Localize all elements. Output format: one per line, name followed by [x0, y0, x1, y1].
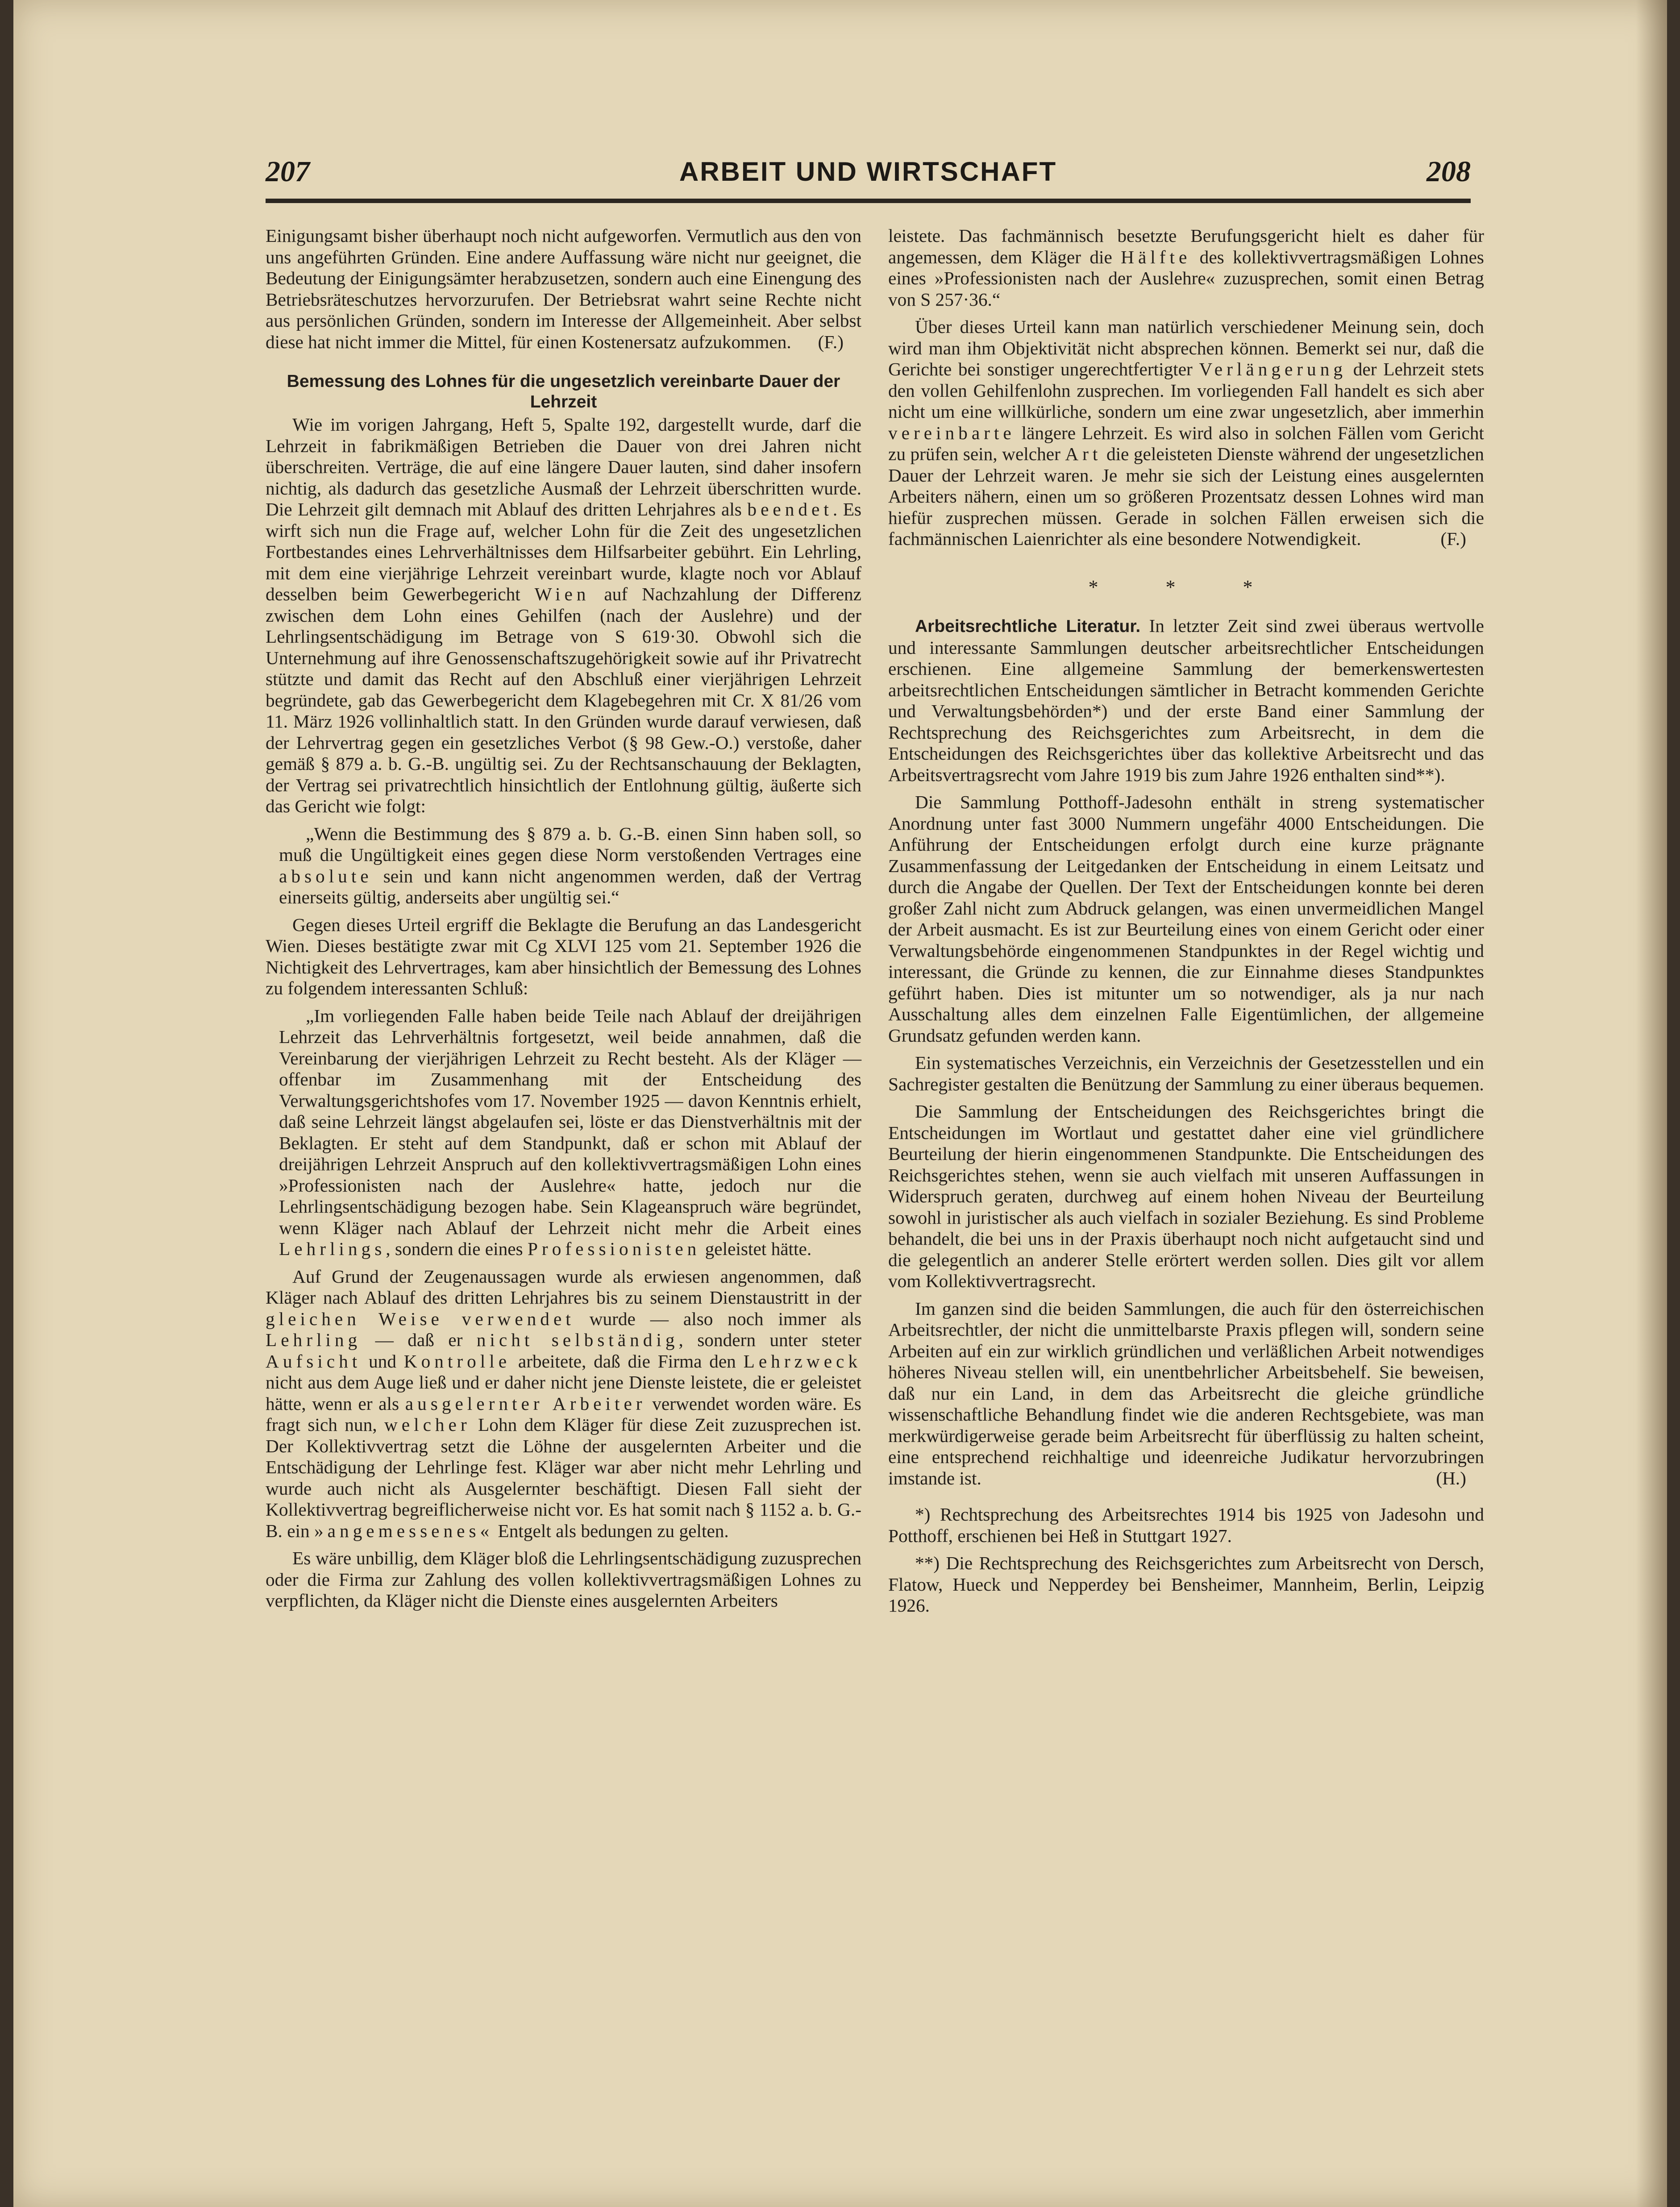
text: leistete. Das fachmännisch besetzte Berufungsgericht hielt es daher für angemessen, dem Kläger die: [888, 225, 1484, 267]
spaced-emphasis: Verlängerung: [1199, 359, 1347, 379]
left-column: [266, 225, 861, 1612]
text: Es wäre unbillig, dem Kläger bloß die Lehrlingsentschädigung zuzusprechen oder die Firma zur Zahlung des vollen kollektivvertragsmäßigen Lohnes zu verpflichten, da Kläger nicht die Dienste eines ausgelernten Arbeiters: [266, 1548, 861, 1611]
text: . Es wirft sich nun die Frage auf, welcher Lohn für die Zeit des ungesetzlichen Fortbestandes eines Lehrverhältnisses dem Hilfsarbeiter gebührt. Ein Lehrling, mit dem eine vierjährige Lehrzeit vereinbart wurde, klagte noch vor Ablauf desselben beim Gewerbegericht: [266, 499, 861, 604]
section-lead-heading: Arbeitsrechtliche Literatur.: [915, 617, 1141, 636]
paragraph: [266, 1266, 861, 1542]
text: Auf Grund der Zeugenaussagen wurde als erwiesen angenommen, daß Kläger nach Ablauf des dritten Lehrjahres bis zu seinem Dienstaustritt in der: [266, 1266, 861, 1308]
footnotes: [888, 1504, 1484, 1617]
author-initial: (F.): [1440, 528, 1466, 549]
page-number-right: 208: [1426, 155, 1471, 188]
author-initial: (H.): [1436, 1467, 1466, 1488]
spaced-emphasis: Hälfte: [1121, 246, 1191, 267]
text: verwendet worden wäre. Es fragt sich nun,: [266, 1393, 862, 1435]
spaced-emphasis: Professionisten: [527, 1239, 701, 1259]
page-scan: [13, 0, 1667, 2207]
footnote: *) Rechtsprechung des Arbeitsrechtes 1914 bis 1925 von Jadesohn und Potthoff, erschienen bei Heß in Stuttgart 1927.: [888, 1504, 1484, 1546]
court-quote: [266, 823, 861, 908]
article-headline: Bemessung des Lohnes für die ungesetzlich vereinbarte Dauer der Lehrzeit: [287, 372, 840, 411]
text: Ein systematisches Verzeichnis, ein Verzeichnis der Gesetzesstellen und ein Sachregister gestalten die Benützung der Sammlung zu einer überaus bequemen.: [888, 1052, 1484, 1094]
text: „Wenn die Bestimmung des § 879 a. b. G.-B. einen Sinn haben soll, so muß die Ungültigkeit eines gegen diese Norm verstoßenden Vertrages eine: [279, 823, 861, 865]
paragraph: [888, 1298, 1484, 1489]
spaced-emphasis: ausgelernter Arbeiter: [405, 1393, 646, 1414]
spaced-emphasis: Lehrlings: [279, 1239, 386, 1259]
spaced-emphasis: Wien: [534, 584, 590, 604]
spaced-emphasis: welcher: [384, 1414, 471, 1435]
text: — daß er: [375, 1330, 463, 1350]
spaced-emphasis: nicht selbständig: [476, 1330, 679, 1350]
text: Wie im vorigen Jahrgang, Heft 5, Spalte 192, dargestellt wurde, darf die Lehrzeit in fabrikmäßigen Betrieben die Dauer von drei Jahren nicht überschreiten. Verträge, die auf eine längere Dauer lauten, sind daher insofern nichtig, als dadurch das gesetzliche Ausmaß der Lehrzeit überschritten wurde. Die Lehrzeit gilt demnach mit Ablauf des dritten Lehrjahres als: [266, 414, 861, 520]
text: sein und kann nicht angenommen werden, daß der Vertrag einerseits gültig, anderseits aber ungültig sei.“: [279, 865, 862, 907]
paragraph: [266, 1548, 861, 1612]
text: Die Sammlung der Entscheidungen des Reichsgerichtes bringt die Entscheidungen im Wortlaut und gestattet daher eine viel gründlichere Beurteilung der hierin eingenommenen Standpunkte. Die Entscheidungen des Reichsgerichtes stehen, wenn sie auch vielfach mit unseren Auffassungen in Widerspruch geraten, durchweg auf einem hohen Niveau der Beurteilung sowohl in juristischer als auch vielfach in sozialer Beziehung. Es sind Probleme behandelt, die bei uns in der Praxis überhaupt noch nicht aufgetaucht sind und die gelegentlich an anderer Stelle erörtert werden sollen. Dies gilt vor allem vom Kollektivvertragsrecht.: [888, 1101, 1484, 1291]
section-divider-asterisks: * * *: [1088, 576, 1284, 598]
paragraph: [888, 1101, 1484, 1292]
paragraph: [888, 1052, 1484, 1095]
spaced-emphasis: vereinbarte: [888, 422, 1015, 443]
paragraph: [266, 414, 861, 817]
text: Über dieses Urteil kann man natürlich verschiedener Meinung sein, doch wird man ihm Objektivität nicht absprechen können. Bemerkt sei nur, daß die Gerichte bei sonstiger ungerechtfertigter: [888, 316, 1484, 379]
text: auf Nachzahlung der Differenz zwischen dem Lohn eines Gehilfen (nach der Auslehre) und der Lehrlingsentschädigung im Betrage von S 619·30. Obwohl sich die Unternehmung auf ihre Genossenschaftszugehörigkeit sowie auf ihr Privatrecht stützte und damit das Recht auf den Abschluß einer vierjährigen Lehrzeit begründete, gab das Gewerbegericht dem Klagebegehren mit Cr. X 81/26 vom 11. März 1926 vollinhaltlich statt. In den Gründen wurde darauf verwiesen, daß der Lehrvertrag gegen ein gesetzliches Verbot (§ 98 Gew.-O.) verstoße, daher gemäß § 879 a. b. G.-B. ungültig sei. Zu der Rechtsanschauung der Beklagten, der Vertrag sei privatrechtlich hinsichtlich der Entlohnung gültig, äußerte sich das Gericht wie folgt:: [266, 584, 862, 816]
text: des kollektivvertragsmäßigen Lohnes eines »Professionisten nach der Auslehre« zuzusprechen, somit einen Betrag von S 257·36.“: [888, 246, 1484, 310]
text: Entgelt als bedungen zu gelten.: [498, 1520, 729, 1541]
text: Lohn dem Kläger für diese Zeit zuzusprechen ist. Der Kollektivvertrag setzt die Löhne der ausgelernten Arbeiter und die Entschädigung der Lehrlinge fest. Kläger war aber nicht mehr Lehrling und wurde auch nicht als Ausgelernter beschäftigt. Diesen Fall sieht der Kollektivvertrag begreiflicherweise nicht vor. Es hat somit nach § 1152 a. b. G.-B. ein: [266, 1414, 862, 1541]
text: arbeitete, daß die Firma den: [518, 1351, 736, 1372]
text: Die Sammlung Potthoff-Jadesohn enthält in streng systematischer Anordnung unter fast 3000 Nummern ungefähr 4000 Entscheidungen. Die Anführung der Entscheidungen erfolgt durch eine kurze prägnante Zusammenfassung der Leitgedanken der Entscheidung in einem Leitsatz und durch die Angabe der Quellen. Der Text der Entscheidungen konnte bei deren großer Zahl nicht zum Abdruck gelangen, was einen unvermeidlichen Mangel der Arbeit ausmacht. Es ist zur Beurteilung eines von einem Gericht oder einer Verwaltungsbehörde eingenommenen Standpunktes in der Regel wichtig und interessant, die Gründe zu kennen, die zur Einnahme dieses Standpunktes geführt haben. Dies ist mitunter um so notwendiger, als ja nur nach Ausschaltung alles dem einzelnen Falle Eigentümlichen, der allgemeine Grundsatz gefunden werden kann.: [888, 792, 1484, 1046]
spaced-emphasis: gleichen Weise verwendet: [266, 1308, 575, 1329]
paragraph: [888, 225, 1484, 310]
page-header: [266, 150, 1471, 203]
text: , sondern unter steter: [678, 1330, 862, 1350]
running-title: ARBEIT UND WIRTSCHAFT: [679, 157, 1057, 187]
spaced-emphasis: Lehrling: [266, 1330, 362, 1350]
paragraph: [888, 792, 1484, 1046]
text: „Im vorliegenden Falle haben beide Teile nach Ablauf der dreijährigen Lehrzeit das Lehrverhältnis fortgesetzt, weil beide annahmen, daß die Vereinbarung der vierjährigen Lehrzeit zu Recht besteht. Als der Kläger — offenbar im Zusammenhang mit der Entscheidung des Verwaltungsgerichtshofes vom 17. November 1925 — davon Kenntnis erhielt, daß seine Lehrzeit längst abgelaufen sei, löste er das Dienstverhältnis mit der Beklagten. Er steht auf dem Standpunkt, daß er schon mit Ablauf der dreijährigen Lehrzeit Anspruch auf den kollektivvertragsmäßigen Lohn eines »Professionisten nach der Auslehre« hatte, jedoch nur die Lehrlingsentschädigung bezogen habe. Sein Klageanspruch wäre begründet, wenn Kläger nach Ablauf der Lehrzeit nicht mehr die Arbeit eines: [279, 1005, 861, 1238]
spaced-emphasis: Kontrolle: [403, 1351, 511, 1372]
footnote: **) Die Rechtsprechung des Reichsgerichtes zum Arbeitsrecht von Dersch, Flatow, Hueck und Nepperdey bei Bensheimer, Mannheim, Berlin, Leipzig 1926.: [888, 1553, 1484, 1616]
text: die geleisteten Dienste während der ungesetzlichen Dauer der Lehrzeit waren. Je mehr sie sich der Leistung eines ausgelernten Arbeiters nähern, einen um so größeren Prozentsatz dessen Lohnes wird man hiefür zusprechen müssen. Gerade in solchen Fällen erweisen sich die fachmännischen Laienrichter als eine besondere Notwendigkeit.: [888, 444, 1484, 549]
page-number-left: 207: [266, 155, 310, 188]
text: nicht aus dem Auge ließ und er daher nicht jene Dienste leistete, die er geleistet hätte, wenn er als: [266, 1372, 861, 1414]
paragraph: [888, 316, 1484, 550]
text: und: [369, 1351, 396, 1372]
paragraph-text: Einigungsamt bisher überhaupt noch nicht aufgeworfen. Vermutlich aus den von uns angeführten Gründen. Eine andere Auffassung wäre nicht nur geeignet, die Bedeutung der Einigungsämter herabzusetzen, sondern auch eine Einengung des Betriebsräteschutzes hervorzurufen. Der Betriebsrat wahrt seine Rechte nicht aus persönlichen Gründen, sondern im Interesse der Allgemeinheit. Aber selbst diese hat nicht immer die Mittel, für einen Kostenersatz aufzukommen.: [266, 225, 861, 352]
book-spine-shadow: [1636, 0, 1667, 2207]
spaced-emphasis: Lehrzweck: [743, 1351, 862, 1372]
author-initial: (F.): [818, 331, 844, 352]
spaced-emphasis: Aufsicht: [266, 1351, 362, 1372]
spaced-emphasis: »angemessenes«: [314, 1520, 494, 1541]
spaced-emphasis: Art: [1065, 444, 1102, 464]
text: , sondern die eines: [386, 1239, 523, 1259]
spaced-emphasis: beendet: [747, 499, 833, 520]
text: der Lehrzeit stets den vollen Gehilfenlohn zusprechen. Im vorliegenden Fall handelt es sich aber nicht um eine willkürliche, sondern um eine zwar ungesetzlich, aber immerhin: [888, 359, 1484, 422]
court-quote: [266, 1006, 861, 1260]
right-column: [888, 225, 1484, 1617]
text: längere Lehrzeit. Es wird also in solchen Fällen vom Gericht zu prüfen sein, welcher: [888, 422, 1485, 464]
text: In letzter Zeit sind zwei überaus wertvolle und interessante Sammlungen deutscher arbeitsrechtlicher Entscheidungen erschienen. Eine allgemeine Sammlung der bemerkenswertesten arbeitsrechtlichen Entscheidungen sämtlicher in Betracht kommenden Gerichte und Verwaltungsbehörden*) und der erste Band einer Sammlung der Rechtsprechung des Reichsgerichtes zum Arbeitsrecht, in dem die Entscheidungen des Reichsgerichtes über das kollektive Arbeitsrecht und das Arbeitsvertragsrecht vom Jahre 1919 bis zum Jahre 1926 enthalten sind**).: [888, 615, 1484, 785]
spaced-emphasis: absolute: [279, 865, 373, 886]
paragraph: [266, 225, 861, 353]
paragraph: [266, 914, 861, 999]
text: Gegen dieses Urteil ergriff die Beklagte die Berufung an das Landesgericht Wien. Dieses bestätigte zwar mit Cg XLVI 125 vom 21. September 1926 die Nichtigkeit des Lehrvertrages, kam aber hinsichtlich der Bemessung des Lohnes zu folgendem interessanten Schluß:: [266, 914, 861, 998]
text: Im ganzen sind die beiden Sammlungen, die auch für den österreichischen Arbeitsrechtler, der nicht die unmittelbarste Praxis pflegen will, sondern seine Arbeiten auf ein zur wirklich gründlichen und verläßlichen Arbeit notwendiges höheres Niveau stellen will, ein unentbehrlicher Arbeitsbehelf. Sie beweisen, daß nur ein Land, in dem das Arbeitsrecht die gleiche gründliche wissenschaftliche Behandlung findet wie die anderen Rechtsgebiete, was man merkwürdigerweise gerade beim Arbeitsrecht für überflüssig zu halten scheint, eine entsprechend reichhaltige und ideenreiche Judikatur hervorzubringen imstande ist.: [888, 1298, 1484, 1488]
text: wurde — also noch immer als: [589, 1308, 861, 1329]
paragraph: [888, 615, 1484, 786]
text: geleistet hätte.: [705, 1239, 812, 1259]
